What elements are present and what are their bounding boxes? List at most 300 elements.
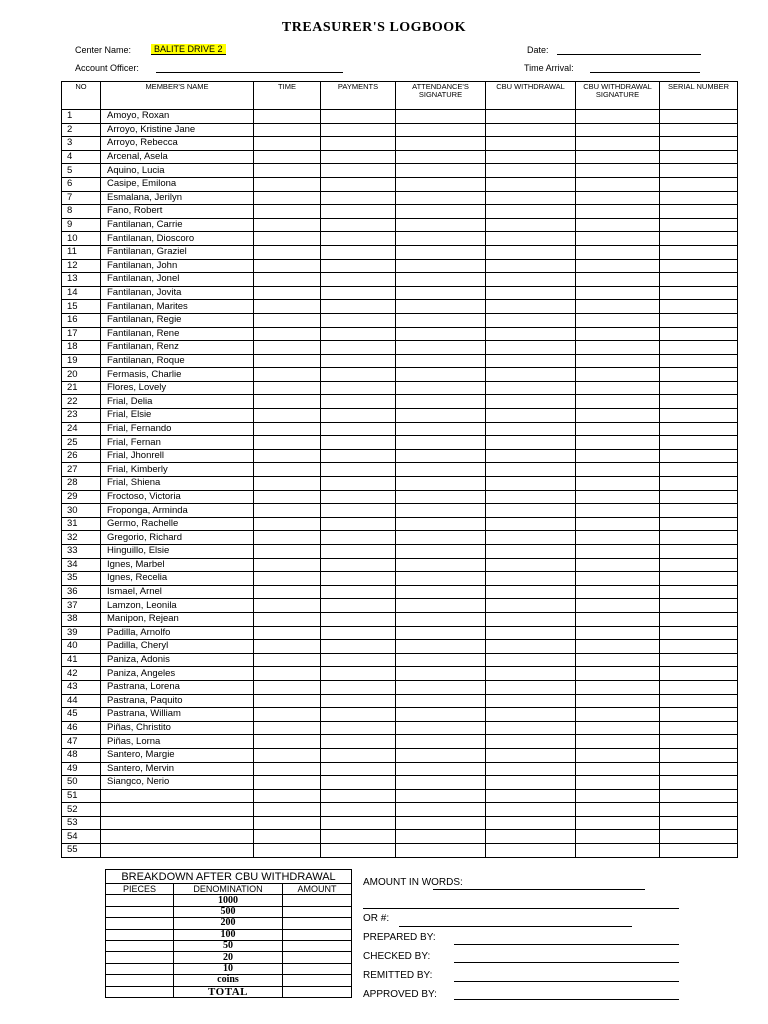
payments-cell[interactable] (321, 409, 396, 423)
time-cell[interactable] (254, 273, 321, 287)
cbu-withdrawal-signature-cell[interactable] (576, 545, 660, 559)
payments-cell[interactable] (321, 653, 396, 667)
serial-number-cell[interactable] (660, 789, 738, 803)
serial-number-cell[interactable] (660, 545, 738, 559)
cbu-withdrawal-cell[interactable] (486, 232, 576, 246)
attendance-signature-cell[interactable] (396, 259, 486, 273)
cbu-withdrawal-cell[interactable] (486, 313, 576, 327)
cbu-withdrawal-cell[interactable] (486, 816, 576, 830)
payments-cell[interactable] (321, 395, 396, 409)
payments-cell[interactable] (321, 640, 396, 654)
attendance-signature-cell[interactable] (396, 680, 486, 694)
cbu-withdrawal-signature-cell[interactable] (576, 273, 660, 287)
cbu-withdrawal-cell[interactable] (486, 477, 576, 491)
time-cell[interactable] (254, 803, 321, 817)
time-cell[interactable] (254, 748, 321, 762)
cbu-withdrawal-signature-cell[interactable] (576, 354, 660, 368)
attendance-signature-cell[interactable] (396, 409, 486, 423)
cbu-withdrawal-signature-cell[interactable] (576, 300, 660, 314)
pieces-cell[interactable] (106, 929, 174, 940)
time-cell[interactable] (254, 150, 321, 164)
time-cell[interactable] (254, 667, 321, 681)
attendance-signature-cell[interactable] (396, 708, 486, 722)
cbu-withdrawal-cell[interactable] (486, 123, 576, 137)
serial-number-cell[interactable] (660, 517, 738, 531)
time-cell[interactable] (254, 762, 321, 776)
cbu-withdrawal-signature-cell[interactable] (576, 653, 660, 667)
attendance-signature-cell[interactable] (396, 313, 486, 327)
serial-number-cell[interactable] (660, 259, 738, 273)
serial-number-cell[interactable] (660, 368, 738, 382)
serial-number-cell[interactable] (660, 218, 738, 232)
serial-number-cell[interactable] (660, 735, 738, 749)
cbu-withdrawal-signature-cell[interactable] (576, 762, 660, 776)
cbu-withdrawal-signature-cell[interactable] (576, 667, 660, 681)
total-pieces-cell[interactable] (106, 986, 174, 997)
attendance-signature-cell[interactable] (396, 748, 486, 762)
attendance-signature-cell[interactable] (396, 504, 486, 518)
cbu-withdrawal-signature-cell[interactable] (576, 150, 660, 164)
time-cell[interactable] (254, 776, 321, 790)
attendance-signature-cell[interactable] (396, 789, 486, 803)
cbu-withdrawal-signature-cell[interactable] (576, 327, 660, 341)
payments-cell[interactable] (321, 504, 396, 518)
payments-cell[interactable] (321, 477, 396, 491)
cbu-withdrawal-signature-cell[interactable] (576, 599, 660, 613)
serial-number-cell[interactable] (660, 694, 738, 708)
attendance-signature-cell[interactable] (396, 381, 486, 395)
attendance-signature-cell[interactable] (396, 762, 486, 776)
serial-number-cell[interactable] (660, 327, 738, 341)
attendance-signature-cell[interactable] (396, 477, 486, 491)
time-cell[interactable] (254, 572, 321, 586)
serial-number-cell[interactable] (660, 341, 738, 355)
payments-cell[interactable] (321, 354, 396, 368)
serial-number-cell[interactable] (660, 667, 738, 681)
cbu-withdrawal-cell[interactable] (486, 245, 576, 259)
approved-by-field[interactable] (454, 999, 679, 1000)
cbu-withdrawal-cell[interactable] (486, 368, 576, 382)
cbu-withdrawal-cell[interactable] (486, 327, 576, 341)
payments-cell[interactable] (321, 463, 396, 477)
attendance-signature-cell[interactable] (396, 218, 486, 232)
cbu-withdrawal-cell[interactable] (486, 844, 576, 858)
cbu-withdrawal-signature-cell[interactable] (576, 232, 660, 246)
time-cell[interactable] (254, 640, 321, 654)
cbu-withdrawal-signature-cell[interactable] (576, 680, 660, 694)
time-cell[interactable] (254, 177, 321, 191)
payments-cell[interactable] (321, 776, 396, 790)
time-cell[interactable] (254, 558, 321, 572)
cbu-withdrawal-cell[interactable] (486, 463, 576, 477)
time-cell[interactable] (254, 218, 321, 232)
attendance-signature-cell[interactable] (396, 354, 486, 368)
payments-cell[interactable] (321, 844, 396, 858)
serial-number-cell[interactable] (660, 762, 738, 776)
cbu-withdrawal-cell[interactable] (486, 789, 576, 803)
serial-number-cell[interactable] (660, 286, 738, 300)
serial-number-cell[interactable] (660, 449, 738, 463)
time-cell[interactable] (254, 110, 321, 124)
attendance-signature-cell[interactable] (396, 844, 486, 858)
amount-cell[interactable] (283, 963, 352, 974)
cbu-withdrawal-cell[interactable] (486, 653, 576, 667)
time-cell[interactable] (254, 449, 321, 463)
attendance-signature-cell[interactable] (396, 177, 486, 191)
cbu-withdrawal-cell[interactable] (486, 830, 576, 844)
attendance-signature-cell[interactable] (396, 341, 486, 355)
cbu-withdrawal-signature-cell[interactable] (576, 368, 660, 382)
cbu-withdrawal-cell[interactable] (486, 409, 576, 423)
serial-number-cell[interactable] (660, 110, 738, 124)
cbu-withdrawal-signature-cell[interactable] (576, 626, 660, 640)
time-cell[interactable] (254, 313, 321, 327)
cbu-withdrawal-signature-cell[interactable] (576, 517, 660, 531)
cbu-withdrawal-signature-cell[interactable] (576, 110, 660, 124)
cbu-withdrawal-signature-cell[interactable] (576, 789, 660, 803)
time-cell[interactable] (254, 653, 321, 667)
cbu-withdrawal-cell[interactable] (486, 572, 576, 586)
serial-number-cell[interactable] (660, 273, 738, 287)
cbu-withdrawal-cell[interactable] (486, 667, 576, 681)
cbu-withdrawal-cell[interactable] (486, 205, 576, 219)
cbu-withdrawal-cell[interactable] (486, 803, 576, 817)
attendance-signature-cell[interactable] (396, 721, 486, 735)
cbu-withdrawal-signature-cell[interactable] (576, 477, 660, 491)
cbu-withdrawal-signature-cell[interactable] (576, 721, 660, 735)
prepared-by-field[interactable] (454, 944, 679, 945)
payments-cell[interactable] (321, 137, 396, 151)
serial-number-cell[interactable] (660, 830, 738, 844)
time-cell[interactable] (254, 463, 321, 477)
payments-cell[interactable] (321, 123, 396, 137)
time-cell[interactable] (254, 612, 321, 626)
cbu-withdrawal-cell[interactable] (486, 517, 576, 531)
payments-cell[interactable] (321, 286, 396, 300)
payments-cell[interactable] (321, 327, 396, 341)
payments-cell[interactable] (321, 585, 396, 599)
attendance-signature-cell[interactable] (396, 436, 486, 450)
cbu-withdrawal-signature-cell[interactable] (576, 816, 660, 830)
pieces-cell[interactable] (106, 895, 174, 906)
payments-cell[interactable] (321, 368, 396, 382)
serial-number-cell[interactable] (660, 164, 738, 178)
payments-cell[interactable] (321, 531, 396, 545)
cbu-withdrawal-cell[interactable] (486, 585, 576, 599)
time-cell[interactable] (254, 137, 321, 151)
payments-cell[interactable] (321, 177, 396, 191)
time-cell[interactable] (254, 477, 321, 491)
cbu-withdrawal-signature-cell[interactable] (576, 776, 660, 790)
serial-number-cell[interactable] (660, 816, 738, 830)
cbu-withdrawal-cell[interactable] (486, 218, 576, 232)
serial-number-cell[interactable] (660, 463, 738, 477)
payments-cell[interactable] (321, 680, 396, 694)
cbu-withdrawal-cell[interactable] (486, 300, 576, 314)
serial-number-cell[interactable] (660, 776, 738, 790)
payments-cell[interactable] (321, 259, 396, 273)
time-cell[interactable] (254, 341, 321, 355)
payments-cell[interactable] (321, 708, 396, 722)
serial-number-cell[interactable] (660, 245, 738, 259)
attendance-signature-cell[interactable] (396, 545, 486, 559)
cbu-withdrawal-cell[interactable] (486, 273, 576, 287)
amount-in-words-field[interactable] (433, 889, 645, 890)
cbu-withdrawal-cell[interactable] (486, 545, 576, 559)
time-cell[interactable] (254, 816, 321, 830)
time-cell[interactable] (254, 164, 321, 178)
cbu-withdrawal-cell[interactable] (486, 354, 576, 368)
payments-cell[interactable] (321, 558, 396, 572)
cbu-withdrawal-signature-cell[interactable] (576, 137, 660, 151)
serial-number-cell[interactable] (660, 137, 738, 151)
amount-in-words-field-2[interactable] (363, 908, 679, 909)
attendance-signature-cell[interactable] (396, 273, 486, 287)
payments-cell[interactable] (321, 381, 396, 395)
cbu-withdrawal-signature-cell[interactable] (576, 191, 660, 205)
payments-cell[interactable] (321, 422, 396, 436)
serial-number-cell[interactable] (660, 640, 738, 654)
time-cell[interactable] (254, 368, 321, 382)
payments-cell[interactable] (321, 830, 396, 844)
serial-number-cell[interactable] (660, 599, 738, 613)
cbu-withdrawal-signature-cell[interactable] (576, 341, 660, 355)
payments-cell[interactable] (321, 612, 396, 626)
serial-number-cell[interactable] (660, 844, 738, 858)
attendance-signature-cell[interactable] (396, 735, 486, 749)
time-cell[interactable] (254, 191, 321, 205)
cbu-withdrawal-signature-cell[interactable] (576, 449, 660, 463)
cbu-withdrawal-cell[interactable] (486, 762, 576, 776)
time-cell[interactable] (254, 232, 321, 246)
checked-by-field[interactable] (454, 962, 679, 963)
payments-cell[interactable] (321, 721, 396, 735)
payments-cell[interactable] (321, 789, 396, 803)
attendance-signature-cell[interactable] (396, 585, 486, 599)
serial-number-cell[interactable] (660, 721, 738, 735)
cbu-withdrawal-signature-cell[interactable] (576, 531, 660, 545)
time-cell[interactable] (254, 409, 321, 423)
attendance-signature-cell[interactable] (396, 463, 486, 477)
serial-number-cell[interactable] (660, 354, 738, 368)
cbu-withdrawal-cell[interactable] (486, 748, 576, 762)
pieces-cell[interactable] (106, 918, 174, 929)
time-cell[interactable] (254, 844, 321, 858)
serial-number-cell[interactable] (660, 313, 738, 327)
payments-cell[interactable] (321, 341, 396, 355)
attendance-signature-cell[interactable] (396, 653, 486, 667)
cbu-withdrawal-cell[interactable] (486, 735, 576, 749)
total-amount-cell[interactable] (283, 986, 352, 997)
cbu-withdrawal-signature-cell[interactable] (576, 422, 660, 436)
payments-cell[interactable] (321, 449, 396, 463)
cbu-withdrawal-cell[interactable] (486, 286, 576, 300)
time-cell[interactable] (254, 517, 321, 531)
attendance-signature-cell[interactable] (396, 803, 486, 817)
time-cell[interactable] (254, 585, 321, 599)
cbu-withdrawal-cell[interactable] (486, 422, 576, 436)
cbu-withdrawal-cell[interactable] (486, 191, 576, 205)
attendance-signature-cell[interactable] (396, 368, 486, 382)
attendance-signature-cell[interactable] (396, 449, 486, 463)
attendance-signature-cell[interactable] (396, 830, 486, 844)
cbu-withdrawal-cell[interactable] (486, 640, 576, 654)
payments-cell[interactable] (321, 300, 396, 314)
pieces-cell[interactable] (106, 940, 174, 951)
serial-number-cell[interactable] (660, 558, 738, 572)
cbu-withdrawal-signature-cell[interactable] (576, 381, 660, 395)
payments-cell[interactable] (321, 490, 396, 504)
attendance-signature-cell[interactable] (396, 517, 486, 531)
cbu-withdrawal-signature-cell[interactable] (576, 612, 660, 626)
payments-cell[interactable] (321, 545, 396, 559)
serial-number-cell[interactable] (660, 531, 738, 545)
time-cell[interactable] (254, 545, 321, 559)
attendance-signature-cell[interactable] (396, 572, 486, 586)
time-cell[interactable] (254, 531, 321, 545)
attendance-signature-cell[interactable] (396, 110, 486, 124)
amount-cell[interactable] (283, 940, 352, 951)
cbu-withdrawal-signature-cell[interactable] (576, 218, 660, 232)
payments-cell[interactable] (321, 572, 396, 586)
time-cell[interactable] (254, 490, 321, 504)
cbu-withdrawal-signature-cell[interactable] (576, 504, 660, 518)
time-cell[interactable] (254, 504, 321, 518)
attendance-signature-cell[interactable] (396, 531, 486, 545)
time-cell[interactable] (254, 721, 321, 735)
serial-number-cell[interactable] (660, 626, 738, 640)
cbu-withdrawal-cell[interactable] (486, 395, 576, 409)
attendance-signature-cell[interactable] (396, 191, 486, 205)
payments-cell[interactable] (321, 245, 396, 259)
serial-number-cell[interactable] (660, 150, 738, 164)
payments-cell[interactable] (321, 232, 396, 246)
cbu-withdrawal-cell[interactable] (486, 164, 576, 178)
cbu-withdrawal-cell[interactable] (486, 721, 576, 735)
cbu-withdrawal-cell[interactable] (486, 436, 576, 450)
cbu-withdrawal-signature-cell[interactable] (576, 164, 660, 178)
remitted-by-field[interactable] (454, 981, 679, 982)
serial-number-cell[interactable] (660, 572, 738, 586)
attendance-signature-cell[interactable] (396, 205, 486, 219)
payments-cell[interactable] (321, 735, 396, 749)
cbu-withdrawal-signature-cell[interactable] (576, 245, 660, 259)
cbu-withdrawal-signature-cell[interactable] (576, 177, 660, 191)
amount-cell[interactable] (283, 929, 352, 940)
pieces-cell[interactable] (106, 963, 174, 974)
serial-number-cell[interactable] (660, 395, 738, 409)
time-cell[interactable] (254, 694, 321, 708)
cbu-withdrawal-cell[interactable] (486, 694, 576, 708)
cbu-withdrawal-cell[interactable] (486, 626, 576, 640)
cbu-withdrawal-signature-cell[interactable] (576, 748, 660, 762)
time-arrival-field[interactable] (590, 72, 700, 73)
serial-number-cell[interactable] (660, 300, 738, 314)
serial-number-cell[interactable] (660, 191, 738, 205)
time-cell[interactable] (254, 286, 321, 300)
serial-number-cell[interactable] (660, 490, 738, 504)
attendance-signature-cell[interactable] (396, 137, 486, 151)
time-cell[interactable] (254, 205, 321, 219)
cbu-withdrawal-cell[interactable] (486, 776, 576, 790)
cbu-withdrawal-cell[interactable] (486, 341, 576, 355)
cbu-withdrawal-signature-cell[interactable] (576, 558, 660, 572)
serial-number-cell[interactable] (660, 436, 738, 450)
cbu-withdrawal-signature-cell[interactable] (576, 395, 660, 409)
cbu-withdrawal-signature-cell[interactable] (576, 844, 660, 858)
amount-cell[interactable] (283, 895, 352, 906)
time-cell[interactable] (254, 436, 321, 450)
cbu-withdrawal-signature-cell[interactable] (576, 585, 660, 599)
attendance-signature-cell[interactable] (396, 300, 486, 314)
payments-cell[interactable] (321, 164, 396, 178)
cbu-withdrawal-signature-cell[interactable] (576, 205, 660, 219)
serial-number-cell[interactable] (660, 477, 738, 491)
attendance-signature-cell[interactable] (396, 422, 486, 436)
payments-cell[interactable] (321, 191, 396, 205)
cbu-withdrawal-signature-cell[interactable] (576, 313, 660, 327)
time-cell[interactable] (254, 327, 321, 341)
cbu-withdrawal-signature-cell[interactable] (576, 286, 660, 300)
payments-cell[interactable] (321, 803, 396, 817)
amount-cell[interactable] (283, 906, 352, 917)
time-cell[interactable] (254, 354, 321, 368)
attendance-signature-cell[interactable] (396, 776, 486, 790)
attendance-signature-cell[interactable] (396, 123, 486, 137)
serial-number-cell[interactable] (660, 585, 738, 599)
payments-cell[interactable] (321, 313, 396, 327)
date-field[interactable] (557, 54, 701, 55)
cbu-withdrawal-signature-cell[interactable] (576, 708, 660, 722)
cbu-withdrawal-signature-cell[interactable] (576, 409, 660, 423)
or-number-field[interactable] (399, 926, 632, 927)
cbu-withdrawal-cell[interactable] (486, 490, 576, 504)
cbu-withdrawal-cell[interactable] (486, 150, 576, 164)
attendance-signature-cell[interactable] (396, 150, 486, 164)
cbu-withdrawal-signature-cell[interactable] (576, 259, 660, 273)
cbu-withdrawal-cell[interactable] (486, 531, 576, 545)
payments-cell[interactable] (321, 150, 396, 164)
cbu-withdrawal-cell[interactable] (486, 558, 576, 572)
time-cell[interactable] (254, 708, 321, 722)
time-cell[interactable] (254, 789, 321, 803)
attendance-signature-cell[interactable] (396, 558, 486, 572)
time-cell[interactable] (254, 735, 321, 749)
serial-number-cell[interactable] (660, 123, 738, 137)
cbu-withdrawal-signature-cell[interactable] (576, 640, 660, 654)
serial-number-cell[interactable] (660, 381, 738, 395)
attendance-signature-cell[interactable] (396, 599, 486, 613)
cbu-withdrawal-signature-cell[interactable] (576, 490, 660, 504)
time-cell[interactable] (254, 680, 321, 694)
cbu-withdrawal-cell[interactable] (486, 708, 576, 722)
time-cell[interactable] (254, 245, 321, 259)
cbu-withdrawal-cell[interactable] (486, 449, 576, 463)
cbu-withdrawal-signature-cell[interactable] (576, 830, 660, 844)
serial-number-cell[interactable] (660, 409, 738, 423)
cbu-withdrawal-signature-cell[interactable] (576, 463, 660, 477)
serial-number-cell[interactable] (660, 803, 738, 817)
payments-cell[interactable] (321, 517, 396, 531)
payments-cell[interactable] (321, 626, 396, 640)
time-cell[interactable] (254, 599, 321, 613)
time-cell[interactable] (254, 626, 321, 640)
payments-cell[interactable] (321, 205, 396, 219)
cbu-withdrawal-signature-cell[interactable] (576, 735, 660, 749)
attendance-signature-cell[interactable] (396, 626, 486, 640)
serial-number-cell[interactable] (660, 708, 738, 722)
time-cell[interactable] (254, 381, 321, 395)
